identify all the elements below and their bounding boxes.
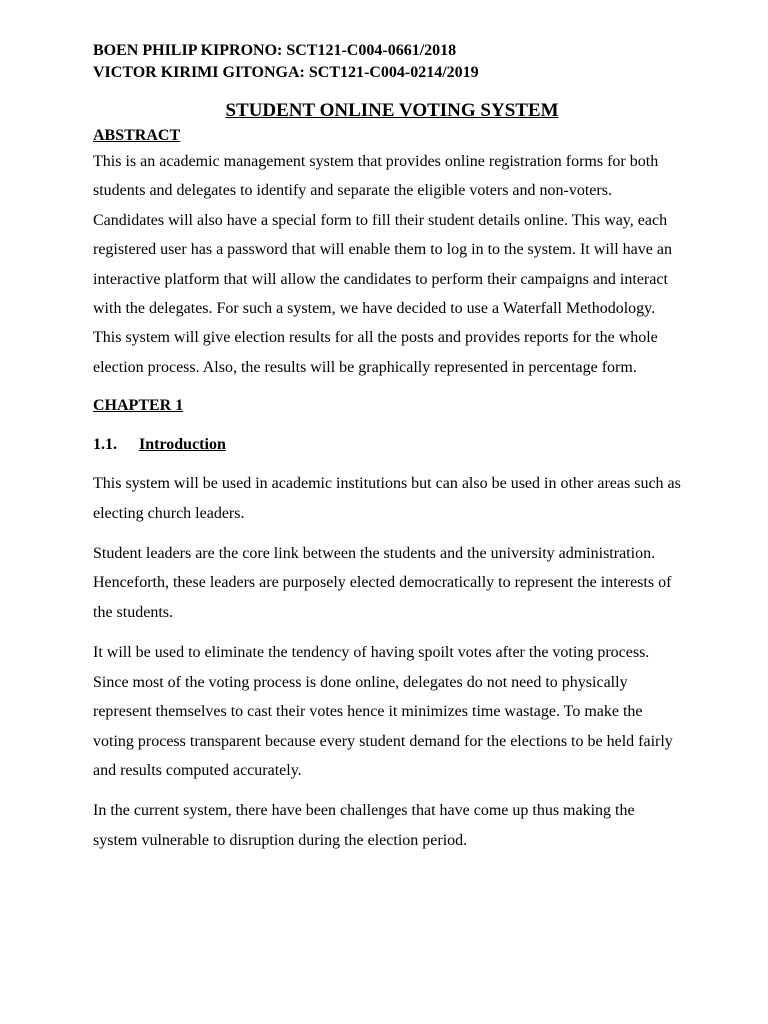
author-line-1: BOEN PHILIP KIPRONO: SCT121-C004-0661/2018 <box>93 42 457 59</box>
body-paragraph-1: This system will be used in academic institutions but can also be used in other areas such as electing church leaders. <box>93 475 681 522</box>
author-block <box>93 40 683 84</box>
section-title: Introduction <box>139 436 226 454</box>
body-paragraph-4: In the current system, there have been challenges that have come up thus making the system vulnerable to disruption during the election period. <box>93 802 635 849</box>
section-number: 1.1. <box>93 436 117 454</box>
document-page <box>93 40 683 855</box>
body-paragraph-3: It will be used to eliminate the tendency of having spoilt votes after the voting process. Since most of the voting process is done online, delegates do not need to physically represent themselves to cast their votes hence it minimizes time wastage. To make the voting process transparent because every student demand for the elections to be held fairly and results computed accurately. <box>93 644 673 779</box>
chapter-heading: CHAPTER 1 <box>93 397 184 415</box>
document-title: STUDENT ONLINE VOTING SYSTEM <box>225 100 559 121</box>
body-paragraph-2: Student leaders are the core link between the students and the university administration. Henceforth, these leaders are purposely elected democratically to represent the interests of the students. <box>93 545 672 621</box>
abstract-heading: ABSTRACT <box>93 127 181 144</box>
author-line-2: VICTOR KIRIMI GITONGA: SCT121-C004-0214/2019 <box>93 64 479 81</box>
introduction-heading <box>93 434 683 456</box>
abstract-paragraph: This is an academic management system that provides online registration forms for both students and delegates to identify and separate the eligible voters and non-voters. Candidates will also have a special form to fill their student details online. This way, each registered user has a password that will enable them to log in to the system. It will have an interactive platform that will allow the candidates to perform their campaigns and interact with the delegates. For such a system, we have decided to use a Waterfall Methodology. This system will give election results for all the posts and provides reports for the whole election process. Also, the results will be graphically represented in percentage form. <box>93 153 672 376</box>
